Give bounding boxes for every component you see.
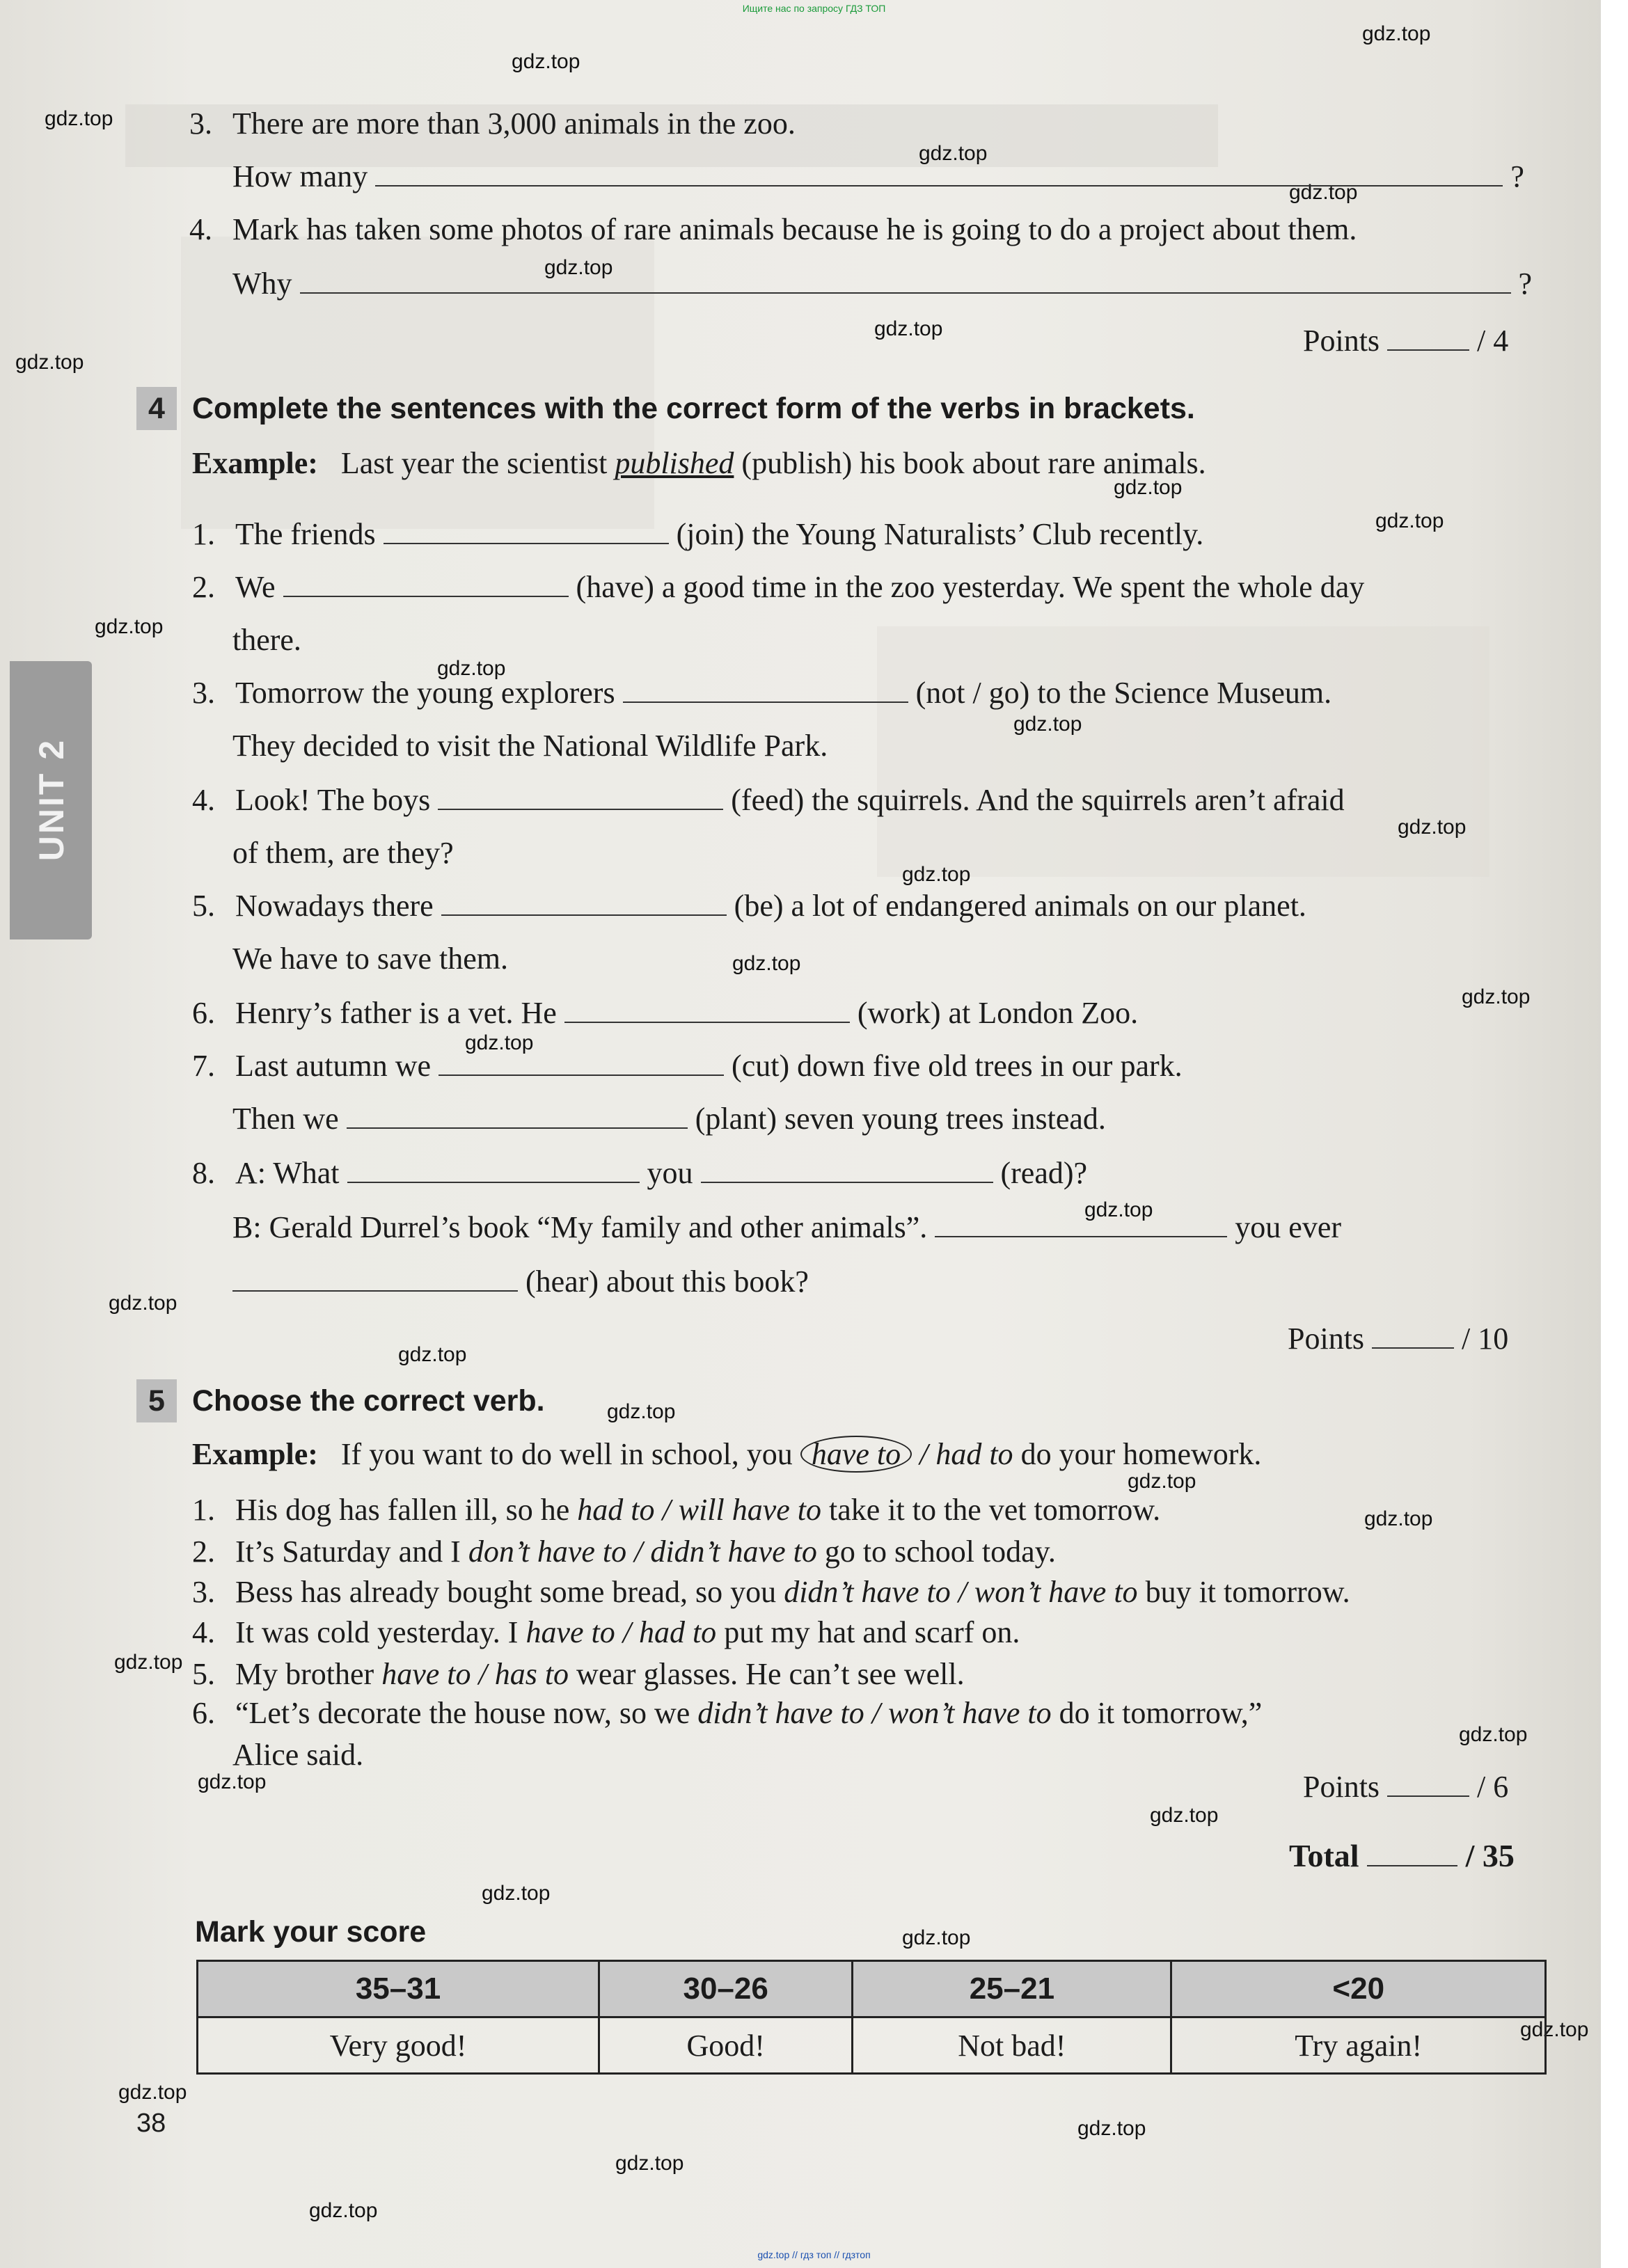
watermark: gdz.top [114,1651,183,1674]
s4-item-3-cont: They decided to visit the National Wildlife Park. [232,729,828,763]
verb-options[interactable]: didn’t have to / won’t have to [784,1575,1138,1609]
watermark: gdz.top [437,657,506,680]
answer-blank[interactable] [283,568,569,597]
score-heading: Mark your score [195,1915,427,1949]
answer-blank[interactable] [438,781,723,810]
verb-options[interactable]: had to / will have to [577,1493,822,1527]
watermark: gdz.top [902,863,971,886]
s4-item-5: 5. Nowadays there (be) a lot of endangered animals on our planet. [192,887,1306,926]
score-ranges-row [198,1961,1546,2017]
banner-link[interactable]: гдзтоп [841,2249,871,2260]
total-score: Total / 35 [1289,1838,1515,1873]
item-number: 3. [189,106,212,141]
item-text: Mark has taken some photos of rare animals because he is going to do a project about them. [232,212,1357,246]
answer-blank[interactable] [375,157,1503,187]
question-mark: ? [1518,267,1533,301]
section5-heading: 5 Choose the correct verb. [136,1379,545,1422]
answer-blank[interactable] [564,994,850,1023]
watermark: gdz.top [1150,1804,1219,1827]
question-mark: ? [1510,159,1524,193]
s4-item-7: 7. Last autumn we (cut) down five old trees in our park. [192,1047,1183,1086]
score-range: <20 [1171,1961,1546,2017]
answer-blank[interactable] [935,1208,1227,1237]
example-answer: published [615,446,734,480]
page-number: 38 [136,2109,166,2138]
verb-options[interactable]: didn’t have to / won’t have to [697,1696,1052,1730]
watermark: gdz.top [1462,985,1531,1008]
watermark: gdz.top [607,1400,676,1423]
top-banner: Ищите нас по запросу ГДЗ ТОП [742,3,886,14]
s5-item-4: 4. It was cold yesterday. I have to / had to put my hat and scarf on. [192,1615,1020,1649]
question-prompt: How many [232,159,368,193]
q3-question-line [232,157,1524,196]
s5-item-6-cont: Alice said. [232,1738,364,1772]
watermark: gdz.top [1128,1470,1196,1493]
score-label: Good! [599,2017,853,2074]
item-number: 4. [189,212,212,246]
watermark: gdz.top [1289,181,1358,204]
bottom-banner: gdz.top // гдз топ // гдзтоп [757,2249,871,2260]
score-table [196,1960,1547,2075]
showthrough-photo [877,626,1489,877]
points-blank[interactable] [1372,1319,1454,1349]
banner-link[interactable]: gdz.top [757,2249,790,2260]
s4-item-4: 4. Look! The boys (feed) the squirrels. And the squirrels aren’t afraid [192,781,1345,820]
watermark: gdz.top [109,1292,177,1315]
unit-tab-label: UNIT 2 [32,738,71,862]
watermark: gdz.top [1398,816,1467,839]
section4-points: Points / 10 [1288,1319,1508,1356]
answer-blank[interactable] [623,674,908,703]
score-range: 25–21 [853,1961,1171,2017]
s4-item-8-c: (hear) about this book? [232,1262,809,1301]
section5-example: Example: If you want to do well in school, you have to / had to do your homework. [192,1437,1262,1471]
watermark: gdz.top [732,952,801,975]
verb-options[interactable]: don’t have to / didn’t have to [468,1535,817,1569]
banner-link[interactable]: гдз топ [800,2249,832,2260]
s4-item-6: 6. Henry’s father is a vet. He (work) at London Zoo. [192,994,1138,1033]
s5-item-1: 1. His dog has fallen ill, so he had to / will have to take it to the vet tomorrow. [192,1493,1161,1527]
points-blank[interactable] [1387,1768,1469,1797]
s4-item-1: 1. The friends (join) the Young Naturalists’ Club recently. [192,515,1203,554]
s4-item-8-b: B: Gerald Durrel’s book “My family and other animals”. you ever [232,1208,1341,1247]
watermark: gdz.top [1084,1198,1153,1221]
section3-points: Points / 4 [1303,322,1508,358]
total-blank[interactable] [1367,1837,1457,1866]
section4-example: Example: Last year the scientist published (publish) his book about rare animals. [192,446,1206,480]
example-circled-option: have to [800,1436,912,1473]
points-blank[interactable] [1387,322,1469,351]
watermark: gdz.top [1520,2018,1589,2041]
score-label: Not bad! [853,2017,1171,2074]
score-label: Try again! [1171,2017,1546,2074]
score-label: Very good! [198,2017,599,2074]
verb-options[interactable]: have to / had to [525,1615,717,1649]
watermark: gdz.top [1459,1723,1528,1746]
score-labels-row [198,2017,1546,2074]
s4-item-5-cont: We have to save them. [232,942,508,976]
s4-item-8: 8. A: What you (read)? [192,1154,1087,1193]
watermark: gdz.top [95,615,164,638]
s5-item-2: 2. It’s Saturday and I don’t have to / didn’t have to go to school today. [192,1535,1056,1569]
q4-statement [189,210,1357,249]
s4-item-7-cont: Then we (plant) seven young trees instead. [232,1100,1106,1139]
answer-blank[interactable] [384,515,669,544]
unit-tab [10,661,92,939]
watermark: gdz.top [198,1770,267,1793]
q4-question-line [232,264,1532,303]
watermark: gdz.top [1362,22,1431,45]
section-number: 5 [136,1379,177,1422]
section5-points: Points / 6 [1303,1768,1508,1805]
watermark: gdz.top [1013,713,1082,736]
s4-item-3: 3. Tomorrow the young explorers (not / go) to the Science Museum. [192,674,1331,713]
answer-blank[interactable] [347,1100,688,1129]
watermark: gdz.top [615,2152,684,2175]
watermark: gdz.top [465,1031,534,1054]
q3-statement [189,104,796,143]
page-edge [1601,0,1628,2268]
watermark: gdz.top [1375,509,1444,532]
watermark: gdz.top [118,2081,187,2104]
verb-options[interactable]: have to / has to [381,1657,569,1691]
answer-blank[interactable] [347,1154,640,1183]
score-range: 35–31 [198,1961,599,2017]
watermark: gdz.top [512,50,580,73]
answer-blank[interactable] [300,264,1511,294]
s4-item-2-cont: there. [232,623,301,657]
section4-heading: 4 Complete the sentences with the correct form of the verbs in brackets. [136,387,1195,430]
s5-item-6: 6. “Let’s decorate the house now, so we didn’t have to / won’t have to do it tomorrow,” [192,1696,1263,1730]
s5-item-5: 5. My brother have to / has to wear glasses. He can’t see well. [192,1657,965,1691]
question-prompt: Why [232,267,292,301]
watermark: gdz.top [902,1926,971,1949]
watermark: gdz.top [398,1343,467,1366]
answer-blank[interactable] [701,1154,993,1183]
watermark: gdz.top [544,256,613,279]
watermark: gdz.top [1364,1507,1433,1530]
watermark: gdz.top [309,2199,378,2222]
section-number: 4 [136,387,177,430]
watermark: gdz.top [919,142,988,165]
item-text: There are more than 3,000 animals in the zoo. [232,106,796,141]
s5-item-3: 3. Bess has already bought some bread, so you didn’t have to / won’t have to buy it tomorrow. [192,1575,1350,1609]
answer-blank[interactable] [438,1047,724,1076]
watermark: gdz.top [482,1882,551,1905]
watermark: gdz.top [874,317,943,340]
watermark: gdz.top [1077,2117,1146,2140]
score-range: 30–26 [599,1961,853,2017]
s4-item-2: 2. We (have) a good time in the zoo yesterday. We spent the whole day [192,568,1364,607]
watermark: gdz.top [15,351,84,374]
watermark: gdz.top [45,107,113,130]
answer-blank[interactable] [232,1262,518,1292]
watermark: gdz.top [1114,476,1183,499]
s4-item-4-cont: of them, are they? [232,836,454,870]
answer-blank[interactable] [441,887,727,916]
